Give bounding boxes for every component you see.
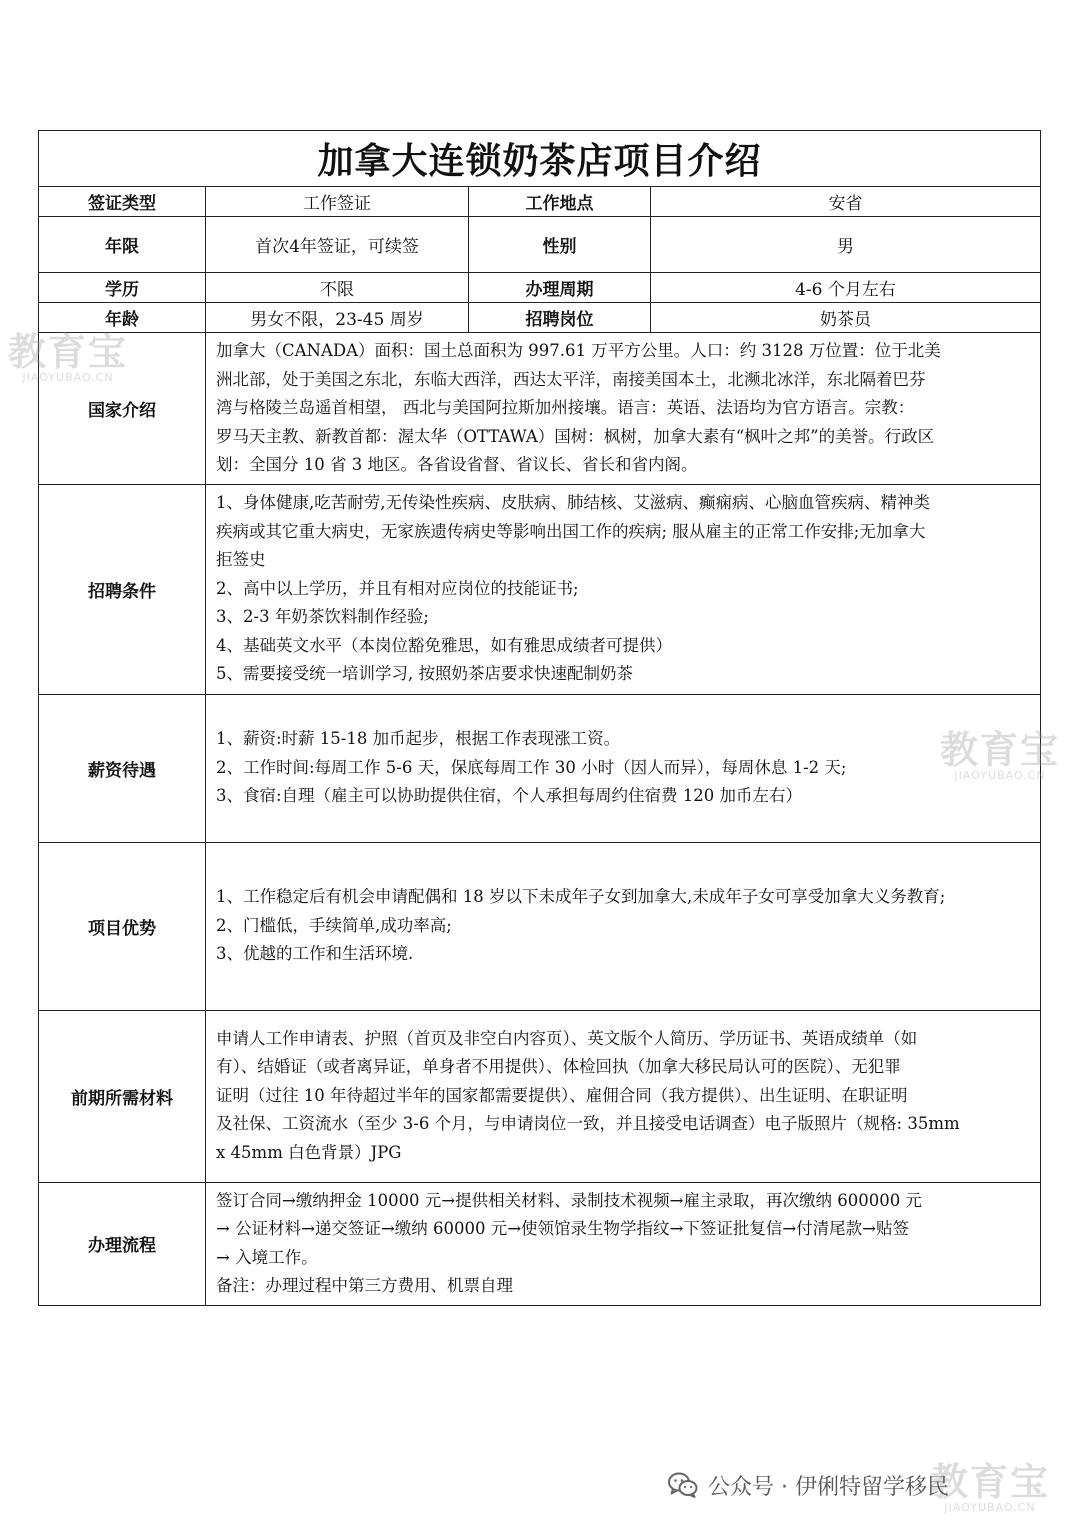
requirements-line: 拒签史 — [216, 550, 266, 570]
process-line: 备注：办理过程中第三方费用、机票自理 — [216, 1276, 513, 1295]
cycle-value: 4-6 个月左右 — [651, 273, 1041, 303]
gender-value: 男 — [651, 217, 1041, 273]
materials-body — [206, 1010, 1041, 1182]
process-body — [206, 1182, 1041, 1305]
country-line: 罗马天主教、新教首都：渥太华（OTTAWA）国树：枫树，加拿大素有“枫叶之邦”的美誉。行政区 — [216, 426, 935, 446]
section-materials — [39, 1010, 1041, 1182]
process-line: → 入境工作。 — [216, 1247, 318, 1267]
wechat-icon — [668, 1472, 698, 1498]
requirements-label: 招聘条件 — [39, 484, 206, 694]
country-label: 国家介绍 — [39, 333, 206, 485]
salary-line: 2、工作时间:每周工作 5-6 天，保底每周工作 30 小时（因人而异），每周休息 1-2 天; — [216, 757, 847, 777]
country-line: 加拿大（CANADA）面积：国土总面积为 997.61 万平方公里。人口：约 3128 万位置：位于北美 — [216, 341, 941, 360]
watermark-sub: JIAOYUBAO.CN — [944, 1501, 1036, 1514]
materials-line: 证明（过往 10 年待超过半年的国家都需要提供）、雇佣合同（我方提供）、出生证明、在职证明 — [216, 1085, 908, 1105]
requirements-line: 4、基础英文水平（本岗位豁免雅思，如有雅思成绩者可提供） — [216, 635, 672, 655]
materials-line: x 45mm 白色背景）JPG — [216, 1142, 402, 1162]
salary-line: 1、薪资:时薪 15-18 加币起步，根据工作表现涨工资。 — [216, 729, 621, 749]
footer-text: 公众号 · 伊俐特留学移民 — [708, 1474, 949, 1500]
requirements-line: 疾病或其它重大病史，无家族遗传病史等影响出国工作的疾病; 服从雇主的正常工作安排;无加拿大 — [216, 521, 926, 541]
project-table — [38, 130, 1041, 1306]
materials-label: 前期所需材料 — [39, 1010, 206, 1182]
materials-line: 及社保、工资流水（至少 3-6 个月，与申请岗位一致，并且接受电话调查）电子版照片（规格: 35mm — [216, 1114, 960, 1134]
requirements-line: 1、身体健康,吃苦耐劳,无传染性疾病、皮肤病、肺结核、艾滋病、癫痫病、心脑血管疾病、精神类 — [216, 493, 930, 513]
section-country — [39, 333, 1041, 485]
salary-label: 薪资待遇 — [39, 694, 206, 842]
watermark-sub: JIAOYUBAO.CN — [954, 769, 1046, 782]
country-body — [206, 333, 1041, 485]
watermark-sub: JIAOYUBAO.CN — [22, 371, 114, 384]
section-requirements — [39, 484, 1041, 694]
salary-body — [206, 694, 1041, 842]
process-label: 办理流程 — [39, 1182, 206, 1305]
requirements-line: 2、高中以上学历，并且有相对应岗位的技能证书; — [216, 578, 579, 598]
age-value: 男女不限，23-45 周岁 — [206, 303, 469, 333]
country-line: 洲北部，处于美国之东北，东临大西洋，西达太平洋，南接美国本土，北濒北冰洋，东北隔着巴芬 — [216, 369, 926, 389]
advantages-body — [206, 842, 1041, 1010]
document-title: 加拿大连锁奶茶店项目介绍 — [39, 131, 1041, 187]
education-value: 不限 — [206, 273, 469, 303]
materials-line: 有）、结婚证（或者离异证，单身者不用提供）、体检回执（加拿大移民局认可的医院）、无犯罪 — [216, 1057, 901, 1077]
advantages-line: 3、优越的工作和生活环境. — [216, 944, 414, 964]
info-row-visa — [39, 187, 1041, 217]
requirements-body — [206, 484, 1041, 694]
watermark-text: 教育宝 — [8, 330, 129, 374]
section-process — [39, 1182, 1041, 1305]
term-value: 首次4年签证，可续签 — [206, 217, 469, 273]
watermark-text: 教育宝 — [940, 728, 1061, 772]
section-advantages — [39, 842, 1041, 1010]
materials-line: 申请人工作申请表、护照（首页及非空白内容页）、英文版个人简历、学历证书、英语成绩单（如 — [216, 1028, 918, 1048]
location-label: 工作地点 — [469, 187, 651, 217]
advantages-line: 1、工作稳定后有机会申请配偶和 18 岁以下未成年子女到加拿大,未成年子女可享受加拿大义务教育; — [216, 887, 946, 907]
info-row-term — [39, 217, 1041, 273]
term-label: 年限 — [39, 217, 206, 273]
watermark-text: 教育宝 — [930, 1460, 1051, 1504]
salary-line: 3、食宿:自理（雇主可以协助提供住宿，个人承担每周约住宿费 120 加币左右） — [216, 786, 803, 806]
position-label: 招聘岗位 — [469, 303, 651, 333]
advantages-label: 项目优势 — [39, 842, 206, 1010]
country-line: 湾与格陵兰岛遥首相望， 西北与美国阿拉斯加州接壤。语言：英语、法语均为官方语言。宗教： — [216, 398, 915, 417]
visa-type-value: 工作签证 — [206, 187, 469, 217]
cycle-label: 办理周期 — [469, 273, 651, 303]
country-line: 划：全国分 10 省 3 地区。各省设省督、省议长、省长和省内阁。 — [216, 455, 698, 474]
process-line: → 公证材料→递交签证→缴纳 60000 元→使领馆录生物学指纹→下签证批复信→付清尾款→贴签 — [216, 1219, 909, 1238]
info-row-education — [39, 273, 1041, 303]
footer-account[interactable] — [668, 1465, 949, 1505]
title-row — [39, 131, 1041, 187]
gender-label: 性别 — [469, 217, 651, 273]
position-value: 奶茶员 — [651, 303, 1041, 333]
process-line: 签订合同→缴纳押金 10000 元→提供相关材料、录制技术视频→雇主录取，再次缴纳 600000 元 — [216, 1190, 922, 1210]
requirements-line: 3、2-3 年奶茶饮料制作经验; — [216, 607, 429, 627]
requirements-line: 5、需要接受统一培训学习, 按照奶茶店要求快速配制奶茶 — [216, 664, 633, 684]
info-row-age — [39, 303, 1041, 333]
section-salary — [39, 694, 1041, 842]
location-value: 安省 — [651, 187, 1041, 217]
age-label: 年龄 — [39, 303, 206, 333]
advantages-line: 2、门槛低，手续简单,成功率高; — [216, 915, 452, 935]
education-label: 学历 — [39, 273, 206, 303]
visa-type-label: 签证类型 — [39, 187, 206, 217]
